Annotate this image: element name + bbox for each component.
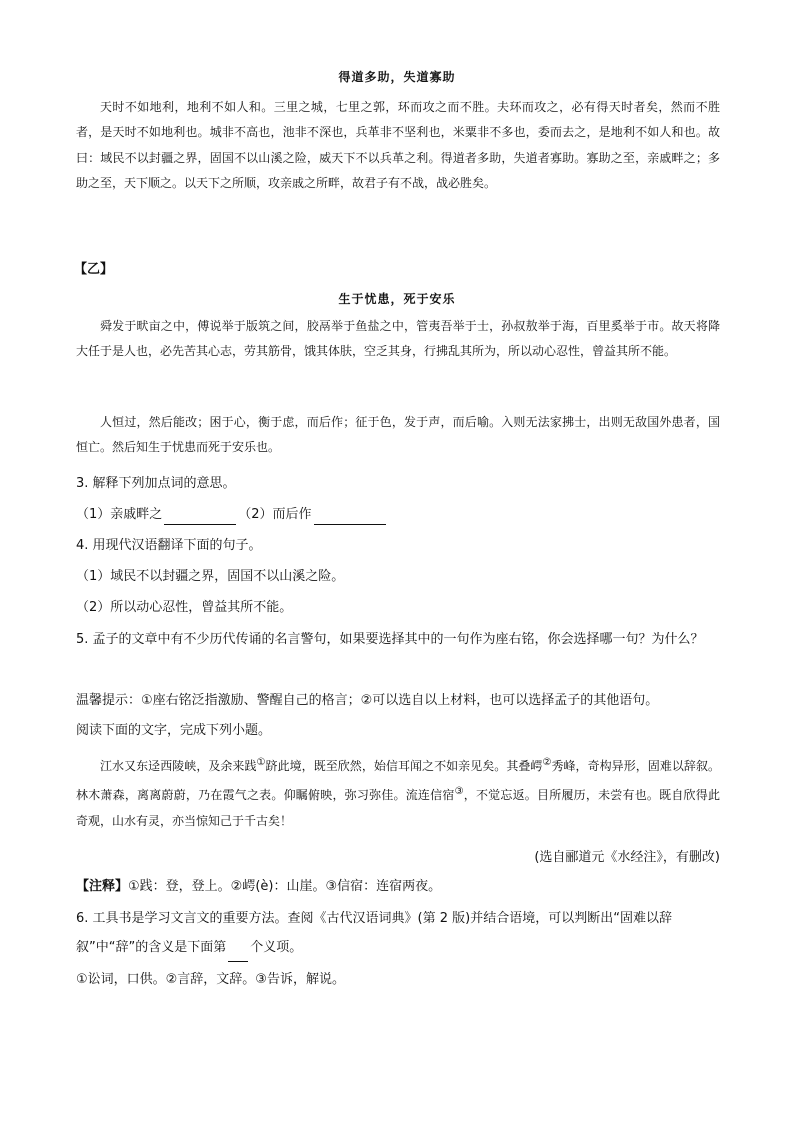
reading-passage-part-4: ，不觉忘返。目所履历，未尝有也。既自欣得此奇观，山水有灵，亦当惊知己于千古矣！ <box>76 788 720 828</box>
question-4-item-2: （2）所以动心忍性，曾益其所不能。 <box>76 600 293 615</box>
question-3-items <box>76 505 726 525</box>
yi-passage-paragraph-2: 人恒过，然后能改；困于心，衡于虑，而后作；征于色，发于声，而后喻。入则无法家拂士，出则无敌国外患者，国恒亡。然后知生于忧患而死于安乐也。 <box>76 415 720 455</box>
yi-passage-paragraph-1: 舜发于畎亩之中，傅说举于版筑之间，胶鬲举于鱼盐之中，管夷吾举于士，孙叔敖举于海，百里奚举于市。故天将降大任于是人也，必先苦其心志，劳其筋骨，饿其体肤，空乏其身，行拂乱其所为，所以动心忍性，曾益其所不能。 <box>76 319 720 359</box>
annotations-label: 【注释】 <box>76 879 129 894</box>
question-3-stem: 3. 解释下列加点词的意思。 <box>76 476 236 491</box>
jia-title: 得道多助，失道寡助 <box>338 70 456 84</box>
reading-passage-part-2: 跻此境，既至欣然，始信耳闻之不如亲见矣。其叠崿 <box>265 759 543 773</box>
question-5-stem: 5. 孟子的文章中有不少历代传诵的名言警句，如果要选择其中的一句作为座右铭，你会选择哪一句？为什么？ <box>76 632 704 647</box>
note-marker-2: ② <box>542 757 552 768</box>
answer-blank-1[interactable] <box>164 510 236 525</box>
annotations-text: ①践：登，登上。②崿(è)：山崖。③信宿：连宿两夜。 <box>128 879 442 894</box>
reading-passage <box>76 750 720 834</box>
annotations <box>76 877 726 897</box>
question-6-stem <box>76 904 720 962</box>
yi-title: 生于忧患，死于安乐 <box>338 292 456 306</box>
note-marker-1: ① <box>256 757 266 768</box>
question-5-hint: 温馨提示：①座右铭泛指激励、警醒自己的格言；②可以选自以上材料，也可以选择孟子的其他语句。 <box>76 693 659 708</box>
question-3-item-1: （1）亲戚畔之 <box>76 507 163 522</box>
question-3-item-2: （2）而后作 <box>238 507 312 522</box>
question-4-item-1: （1）域民不以封疆之界，固国不以山溪之险。 <box>76 569 345 584</box>
reading-intro: 阅读下面的文字，完成下列小题。 <box>76 723 272 738</box>
answer-blank-3[interactable] <box>228 947 248 962</box>
answer-blank-2[interactable] <box>314 510 386 525</box>
note-marker-3: ③ <box>454 786 464 798</box>
reading-passage-part-1: 江水又东迳西陵峡，及余来践 <box>100 759 257 773</box>
question-4-stem: 4. 用现代汉语翻译下面的句子。 <box>76 538 262 553</box>
question-6-stem-part-2: 个义项。 <box>250 940 303 955</box>
jia-passage: 天时不如地利，地利不如人和。三里之城，七里之郭，环而攻之而不胜。夫环而攻之，必有得天时者矣，然而不胜者，是天时不如地利也。城非不高也，池非不深也，兵革非不坚利也，米粟非不多也，委而去之，是地利不如人和也。故曰：域民不以封疆之界，固国不以山溪之险，威天下不以兵革之利。得道者多助，失道者寡助。寡助之至，亲戚畔之；多助之至，天下顺之。以天下之所顺，攻亲戚之所畔，故君子有不战，战必胜矣。 <box>76 100 720 191</box>
question-6-options: ①讼词，口供。②言辞，文辞。③告诉，解说。 <box>76 972 345 987</box>
question-6-stem-part-1: 6. 工具书是学习文言文的重要方法。查阅《古代汉语词典》(第 2 版)并结合语境，可以判断出“固难以辞叙”中“辞”的含义是下面第 <box>76 911 672 955</box>
reading-source: (选自郦道元《水经注》，有删改) <box>534 850 720 865</box>
yi-label: 【乙】 <box>74 262 114 277</box>
reading-passage-part-3: 秀峰，奇构异形，固难以辞叙。林木萧森，离离蔚蔚，乃在霞气之表。仰瞩俯映，弥习弥佳。流连信宿 <box>76 759 720 803</box>
